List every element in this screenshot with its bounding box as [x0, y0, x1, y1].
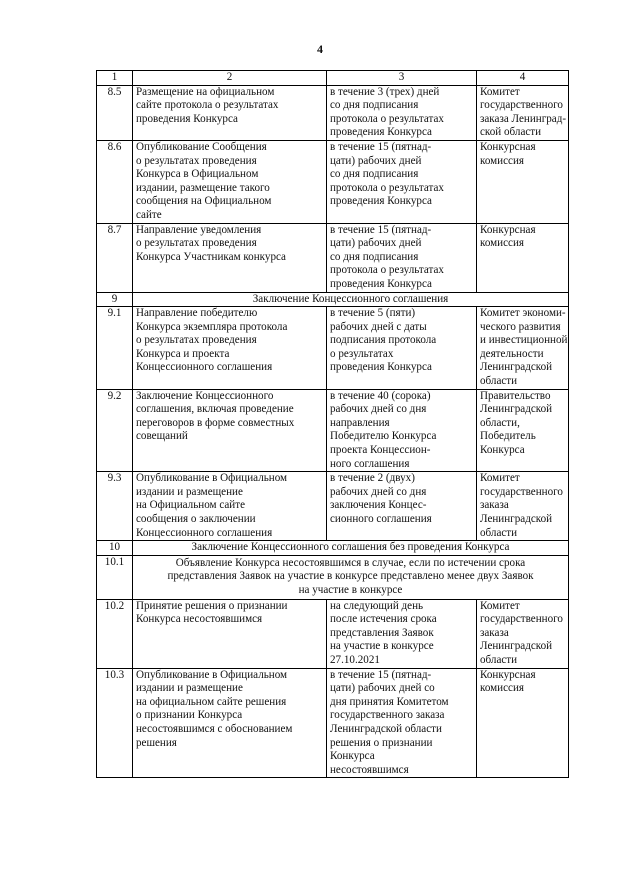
executor-cell-line: Комитет экономи-: [480, 307, 566, 320]
executor-cell-line: области: [480, 375, 518, 388]
action-cell-line: Концессионного соглашения: [136, 526, 273, 539]
action-cell-line: Конкурса экземпляра протокола: [136, 320, 288, 333]
action-cell-line: Заключение Концессионного: [136, 389, 274, 402]
action-cell-line: о признании Конкурса: [136, 709, 243, 722]
section-row: [97, 292, 569, 307]
notice-text-line: Объявление Конкурса несостоявшимся в случае, если по истечении срока: [175, 556, 526, 569]
term-cell-line: цати) рабочих дней: [330, 237, 422, 250]
row-number: 9.3: [97, 472, 133, 541]
term-cell-line: Победителю Конкурса: [330, 430, 437, 443]
term-cell-line: ного соглашения: [330, 457, 410, 470]
executor-cell-line: Конкурсная: [480, 223, 536, 236]
term-cell-line: представления Заявок: [330, 626, 434, 639]
section-row: [97, 541, 569, 556]
executor-cell-line: Ленинградской: [480, 403, 553, 416]
action-cell-line: сайте: [136, 208, 162, 221]
table-row: [97, 599, 569, 668]
term-cell-line: в течение 3 (трех) дней: [330, 85, 440, 98]
row-number: 10.1: [97, 555, 133, 599]
term-cell: [327, 599, 477, 668]
term-cell-line: проведения Конкурса: [330, 126, 432, 139]
executor-cell-line: заказа Ленинград-: [480, 112, 567, 125]
action-cell-line: Направление победителю: [136, 307, 258, 320]
executor-cell-line: государственного: [480, 613, 563, 626]
executor-cell-line: Комитет: [480, 472, 520, 485]
term-cell-line: цати) рабочих дней со: [330, 682, 435, 695]
action-cell-line: издании и размещение: [136, 682, 243, 695]
term-cell-line: в течение 15 (пятнад-: [330, 223, 432, 236]
row-number: 8.5: [97, 85, 133, 140]
term-cell-line: рабочих дней с даты: [330, 320, 427, 333]
row-number: 8.6: [97, 140, 133, 223]
header-col-3: 3: [327, 71, 477, 86]
action-cell: [133, 389, 327, 472]
term-cell-line: дня принятия Комитетом: [330, 695, 449, 708]
term-cell-line: проекта Концессион-: [330, 444, 431, 457]
term-cell-line: проведения Конкурса: [330, 277, 432, 290]
action-cell-line: Конкурса Участникам конкурса: [136, 250, 286, 263]
term-cell: [327, 140, 477, 223]
term-cell-line: протокола о результатах: [330, 112, 444, 125]
term-cell-line: направления: [330, 416, 390, 429]
action-cell-line: несостоявшимся с обоснованием: [136, 722, 293, 735]
header-col-2: 2: [133, 71, 327, 86]
term-cell-line: в течение 15 (пятнад-: [330, 140, 432, 153]
executor-cell-line: Комитет: [480, 599, 520, 612]
schedule-table-body: [97, 71, 569, 778]
executor-cell-line: деятельности: [480, 347, 544, 360]
term-cell-line: после истечения срока: [330, 613, 437, 626]
action-cell-line: Опубликование в Официальном: [136, 668, 288, 681]
term-cell-line: в течение 2 (двух): [330, 472, 415, 485]
row-number: 10.3: [97, 668, 133, 778]
action-cell-line: Опубликование в Официальном: [136, 472, 288, 485]
term-cell-line: Конкурса: [330, 750, 375, 763]
action-cell-line: совещаний: [136, 430, 188, 443]
term-cell: [327, 223, 477, 292]
term-cell-line: протокола о результатах: [330, 181, 444, 194]
executor-cell-line: Ленинградской: [480, 513, 553, 525]
action-cell: [133, 668, 327, 778]
term-cell-line: о результатах: [330, 347, 394, 360]
term-cell-line: Ленинградской области: [330, 722, 442, 735]
action-cell-line: решения: [136, 736, 177, 749]
executor-cell-line: Победитель: [480, 430, 536, 443]
term-cell-line: государственного заказа: [330, 709, 445, 722]
action-cell-line: Конкурса и проекта: [136, 347, 230, 360]
executor-cell: [477, 140, 569, 223]
table-row: [97, 307, 569, 390]
row-number: 9: [97, 292, 133, 307]
executor-cell-line: комиссия: [480, 237, 525, 250]
page-number: 4: [317, 42, 323, 56]
term-cell-line: 27.10.2021: [330, 653, 380, 666]
action-cell-line: о результатах проведения: [136, 237, 257, 250]
header-col-1: 1: [97, 71, 133, 86]
action-cell-line: Направление уведомления: [136, 223, 262, 236]
action-cell-line: издании и размещение: [136, 485, 243, 498]
executor-cell-line: государственного: [480, 485, 563, 498]
executor-cell-line: Конкурсная: [480, 668, 536, 681]
executor-cell-line: государственного: [480, 99, 563, 112]
section-title: Заключение Концессионного соглашения без проведения Конкурса: [133, 541, 569, 556]
table-row: [97, 140, 569, 223]
term-cell: [327, 85, 477, 140]
term-cell-line: протокола о результатах: [330, 264, 444, 277]
term-cell-line: в течение 5 (пяти): [330, 307, 416, 320]
executor-cell: [477, 599, 569, 668]
executor-cell: [477, 668, 569, 778]
term-cell-line: рабочих дней со дня: [330, 403, 427, 416]
term-cell-line: на участие в конкурсе: [330, 640, 434, 653]
table-row: [97, 85, 569, 140]
executor-cell-line: и инвестиционной: [480, 334, 568, 347]
row-number: 9.2: [97, 389, 133, 472]
table-row: [97, 223, 569, 292]
action-cell-line: соглашения, включая проведение: [136, 403, 294, 416]
term-cell: [327, 668, 477, 778]
executor-cell: [477, 85, 569, 140]
notice-text-line: представления Заявок на участие в конкурсе представлено менее двух Заявок: [167, 570, 534, 583]
executor-cell-line: области: [480, 653, 518, 666]
action-cell-line: Концессионного соглашения: [136, 361, 273, 374]
term-cell-line: со дня подписания: [330, 250, 419, 263]
executor-cell-line: Правительство: [480, 389, 551, 402]
term-cell-line: проведения Конкурса: [330, 361, 432, 374]
term-cell: [327, 389, 477, 472]
term-cell-line: в течение 40 (сорока): [330, 389, 431, 402]
action-cell: [133, 599, 327, 668]
executor-cell: [477, 472, 569, 541]
executor-cell-line: Конкурса: [480, 444, 525, 457]
term-cell-line: несостоявшимся: [330, 763, 409, 776]
term-cell-line: заключения Концес-: [330, 499, 427, 512]
notice-row: [97, 555, 569, 599]
action-cell-line: на официальном сайте решения: [136, 695, 287, 708]
action-cell: [133, 140, 327, 223]
term-cell: [327, 472, 477, 541]
notice-text-line: на участие в конкурсе: [298, 583, 403, 596]
row-number: 10: [97, 541, 133, 556]
action-cell-line: сообщения на Официальном: [136, 195, 272, 208]
action-cell-line: издании, размещение такого: [136, 181, 270, 194]
table-row: [97, 389, 569, 472]
action-cell: [133, 223, 327, 292]
action-cell-line: Конкурса в Официальном: [136, 168, 259, 181]
action-cell: [133, 307, 327, 390]
table-header-row: [97, 71, 569, 86]
action-cell: [133, 472, 327, 541]
row-number: 10.2: [97, 599, 133, 668]
action-cell-line: сообщения о заключении: [136, 513, 256, 525]
term-cell-line: со дня подписания: [330, 99, 419, 112]
executor-cell-line: заказа: [480, 499, 509, 512]
action-cell-line: сайте протокола о результатах: [136, 99, 279, 112]
term-cell-line: цати) рабочих дней: [330, 154, 422, 167]
table-row: [97, 668, 569, 778]
action-cell-line: о результатах проведения: [136, 154, 257, 167]
executor-cell: [477, 389, 569, 472]
term-cell: [327, 307, 477, 390]
executor-cell-line: Комитет: [480, 85, 520, 98]
term-cell-line: рабочих дней со дня: [330, 485, 427, 498]
action-cell: [133, 85, 327, 140]
action-cell-line: о результатах проведения: [136, 334, 257, 347]
executor-cell-line: Ленинградской: [480, 361, 553, 374]
action-cell-line: Принятие решения о признании: [136, 599, 288, 612]
executor-cell: [477, 307, 569, 390]
term-cell-line: подписания протокола: [330, 334, 437, 347]
action-cell-line: на Официальном сайте: [136, 499, 246, 512]
row-number: 8.7: [97, 223, 133, 292]
table-row: [97, 472, 569, 541]
action-cell-line: Конкурса несостоявшимся: [136, 613, 263, 626]
term-cell-line: сионного соглашения: [330, 513, 432, 525]
section-title: Заключение Концессионного соглашения: [133, 292, 569, 307]
term-cell-line: со дня подписания: [330, 168, 419, 181]
header-col-4: 4: [477, 71, 569, 86]
row-number: 9.1: [97, 307, 133, 390]
action-cell-line: переговоров в форме совместных: [136, 416, 295, 429]
action-cell-line: проведения Конкурса: [136, 112, 238, 125]
executor-cell-line: заказа: [480, 626, 509, 639]
executor-cell-line: комиссия: [480, 682, 525, 695]
action-cell-line: Опубликование Сообщения: [136, 140, 267, 153]
executor-cell-line: комиссия: [480, 154, 525, 167]
term-cell-line: проведения Конкурса: [330, 195, 432, 208]
executor-cell-line: области: [480, 526, 518, 539]
notice-text: [133, 555, 569, 599]
term-cell-line: в течение 15 (пятнад-: [330, 668, 432, 681]
executor-cell-line: ческого развития: [480, 320, 561, 333]
term-cell-line: на следующий день: [330, 599, 424, 612]
executor-cell-line: области,: [480, 416, 520, 429]
action-cell-line: Размещение на официальном: [136, 85, 275, 98]
executor-cell-line: ской области: [480, 126, 542, 139]
schedule-table: [96, 70, 569, 778]
executor-cell: [477, 223, 569, 292]
executor-cell-line: Ленинградской: [480, 640, 553, 653]
executor-cell-line: Конкурсная: [480, 140, 536, 153]
term-cell-line: решения о признании: [330, 736, 433, 749]
